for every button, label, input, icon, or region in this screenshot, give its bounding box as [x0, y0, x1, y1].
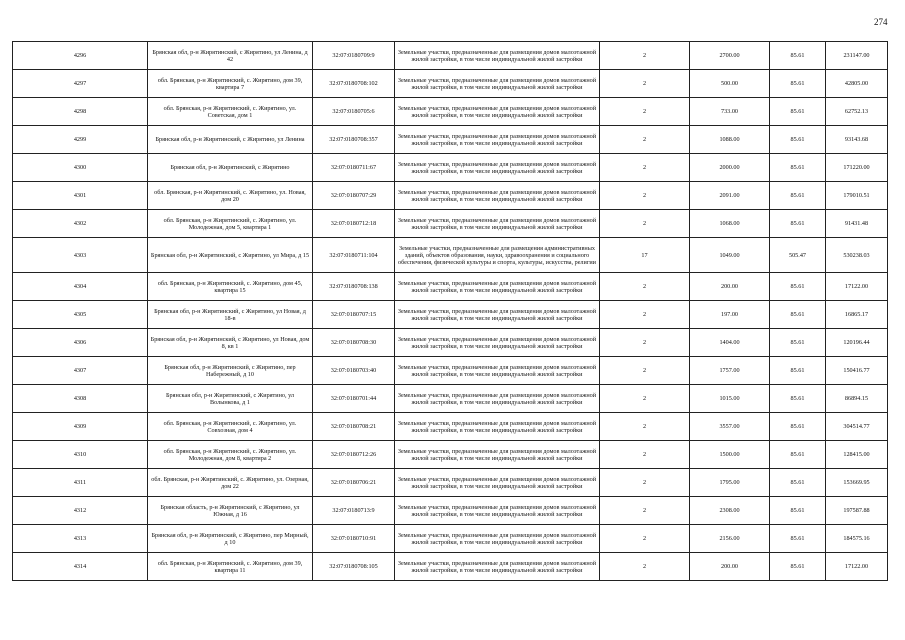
- land-use-description: Земельные участки, предназначенные для размещения домов малоэтажной жилой застройки, в том числе индивидуальной жилой застройки: [395, 357, 600, 385]
- table-row: [13, 42, 888, 70]
- specific-value-cell: 85.61: [770, 273, 826, 301]
- table-row: [13, 210, 888, 238]
- address-cell: обл. Брянская, р-н Жирятинский, с. Жирятино, дом 45, квартира 15: [148, 273, 313, 301]
- land-use-description: Земельные участки, предназначенные для размещения домов малоэтажной жилой застройки, в том числе индивидуальной жилой застройки: [395, 210, 600, 238]
- specific-value-cell: 85.61: [770, 301, 826, 329]
- address-cell: обл. Брянская, р-н Жирятинский, с. Жирятино, ул. Советская, дом 1: [148, 98, 313, 126]
- cadastral-number: 32:07:0180711:67: [313, 154, 395, 182]
- record-number: 4312: [13, 497, 148, 525]
- cadastral-value-table: [12, 41, 888, 581]
- cadastral-number: 32:07:0180705:6: [313, 98, 395, 126]
- cadastral-value-cell: 17122.00: [826, 553, 888, 581]
- land-use-description: Земельные участки, предназначенные для размещения домов малоэтажной жилой застройки, в том числе индивидуальной жилой застройки: [395, 441, 600, 469]
- use-group: 2: [600, 126, 690, 154]
- cadastral-number: 32:07:0180708:357: [313, 126, 395, 154]
- area-cell: 1404.00: [690, 329, 770, 357]
- cadastral-number: 32:07:0180701:44: [313, 385, 395, 413]
- cadastral-value-cell: 17122.00: [826, 273, 888, 301]
- record-number: 4303: [13, 238, 148, 273]
- use-group: 2: [600, 497, 690, 525]
- cadastral-number: 32:07:0180709:9: [313, 42, 395, 70]
- address-cell: обл. Брянская, р-н Жирятинский, с. Жирятино, дом 39, квартира 7: [148, 70, 313, 98]
- record-number: 4307: [13, 357, 148, 385]
- use-group: 2: [600, 413, 690, 441]
- address-cell: обл. Брянская, р-н Жирятинский, с. Жирятино, ул. Молодежная, дом 8, квартира 2: [148, 441, 313, 469]
- table-row: [13, 553, 888, 581]
- specific-value-cell: 85.61: [770, 497, 826, 525]
- land-use-description: Земельные участки, предназначенные для размещения домов малоэтажной жилой застройки, в том числе индивидуальной жилой застройки: [395, 553, 600, 581]
- area-cell: 1049.00: [690, 238, 770, 273]
- specific-value-cell: 505.47: [770, 238, 826, 273]
- cadastral-value-cell: 128415.00: [826, 441, 888, 469]
- land-use-description: Земельные участки, предназначенные для размещения домов малоэтажной жилой застройки, в том числе индивидуальной жилой застройки: [395, 154, 600, 182]
- area-cell: 1068.00: [690, 210, 770, 238]
- area-cell: 1500.00: [690, 441, 770, 469]
- specific-value-cell: 85.61: [770, 154, 826, 182]
- table-row: [13, 98, 888, 126]
- area-cell: 500.00: [690, 70, 770, 98]
- address-cell: Брянская обл, р-н Жирятинский, с Жирятино, ул Волынкова, д 1: [148, 385, 313, 413]
- specific-value-cell: 85.61: [770, 98, 826, 126]
- cadastral-value-cell: 42805.00: [826, 70, 888, 98]
- record-number: 4308: [13, 385, 148, 413]
- use-group: 2: [600, 154, 690, 182]
- land-use-description: Земельные участки, предназначенные для размещения домов малоэтажной жилой застройки, в том числе индивидуальной жилой застройки: [395, 273, 600, 301]
- land-use-description: Земельные участки, предназначенные для размещения домов малоэтажной жилой застройки, в том числе индивидуальной жилой застройки: [395, 525, 600, 553]
- specific-value-cell: 85.61: [770, 469, 826, 497]
- cadastral-value-cell: 171220.00: [826, 154, 888, 182]
- use-group: 2: [600, 301, 690, 329]
- cadastral-number: 32:07:0180708:138: [313, 273, 395, 301]
- table-row: [13, 413, 888, 441]
- record-number: 4298: [13, 98, 148, 126]
- area-cell: 2000.00: [690, 154, 770, 182]
- table-row: [13, 301, 888, 329]
- address-cell: обл. Брянская, р-н Жирятинский, с. Жирятино, дом 39, квартира 11: [148, 553, 313, 581]
- area-cell: 733.00: [690, 98, 770, 126]
- cadastral-value-cell: 179010.51: [826, 182, 888, 210]
- record-number: 4297: [13, 70, 148, 98]
- area-cell: 2091.00: [690, 182, 770, 210]
- specific-value-cell: 85.61: [770, 413, 826, 441]
- cadastral-number: 32:07:0180703:40: [313, 357, 395, 385]
- cadastral-number: 32:07:0180708:102: [313, 70, 395, 98]
- specific-value-cell: 85.61: [770, 182, 826, 210]
- use-group: 2: [600, 357, 690, 385]
- address-cell: Брянская обл, р-н Жирятинский, с Жирятино, ул Ленина: [148, 126, 313, 154]
- use-group: 2: [600, 553, 690, 581]
- table-body: [13, 42, 888, 581]
- area-cell: 1015.00: [690, 385, 770, 413]
- table-row: [13, 525, 888, 553]
- address-cell: обл. Брянская, р-н Жирятинский, с. Жирятино, ул. Новая, дом 20: [148, 182, 313, 210]
- cadastral-number: 32:07:0180711:104: [313, 238, 395, 273]
- record-number: 4311: [13, 469, 148, 497]
- address-cell: Брянская обл, р-н Жирятинский, с Жирятино, ул Ленина, д 42: [148, 42, 313, 70]
- specific-value-cell: 85.61: [770, 329, 826, 357]
- land-use-description: Земельные участки, предназначенные для размещения домов малоэтажной жилой застройки, в том числе индивидуальной жилой застройки: [395, 497, 600, 525]
- land-use-description: Земельные участки, предназначенные для размещения домов малоэтажной жилой застройки, в том числе индивидуальной жилой застройки: [395, 301, 600, 329]
- land-use-description: Земельные участки, предназначенные для размещения домов малоэтажной жилой застройки, в том числе индивидуальной жилой застройки: [395, 385, 600, 413]
- table-row: [13, 70, 888, 98]
- use-group: 17: [600, 238, 690, 273]
- cadastral-number: 32:07:0180713:9: [313, 497, 395, 525]
- specific-value-cell: 85.61: [770, 553, 826, 581]
- cadastral-value-cell: 530238.03: [826, 238, 888, 273]
- cadastral-value-cell: 153669.95: [826, 469, 888, 497]
- land-use-description: Земельные участки, предназначенные для размещения домов малоэтажной жилой застройки, в том числе индивидуальной жилой застройки: [395, 98, 600, 126]
- area-cell: 2700.00: [690, 42, 770, 70]
- table-row: [13, 385, 888, 413]
- cadastral-value-cell: 120196.44: [826, 329, 888, 357]
- record-number: 4305: [13, 301, 148, 329]
- record-number: 4299: [13, 126, 148, 154]
- cadastral-number: 32:07:0180708:105: [313, 553, 395, 581]
- land-use-description: Земельные участки, предназначенные для размещения домов малоэтажной жилой застройки, в том числе индивидуальной жилой застройки: [395, 413, 600, 441]
- cadastral-value-cell: 93143.68: [826, 126, 888, 154]
- cadastral-value-cell: 86894.15: [826, 385, 888, 413]
- area-cell: 197.00: [690, 301, 770, 329]
- address-cell: обл. Брянская, р-н Жирятинский, с. Жирятино, ул. Совхозная, дом 4: [148, 413, 313, 441]
- land-use-description: Земельные участки, предназначенные для размещения домов малоэтажной жилой застройки, в том числе индивидуальной жилой застройки: [395, 182, 600, 210]
- use-group: 2: [600, 329, 690, 357]
- use-group: 2: [600, 42, 690, 70]
- table-row: [13, 357, 888, 385]
- cadastral-value-cell: 197587.88: [826, 497, 888, 525]
- table-row: [13, 273, 888, 301]
- use-group: 2: [600, 210, 690, 238]
- record-number: 4309: [13, 413, 148, 441]
- specific-value-cell: 85.61: [770, 357, 826, 385]
- cadastral-number: 32:07:0180712:26: [313, 441, 395, 469]
- specific-value-cell: 85.61: [770, 441, 826, 469]
- address-cell: обл. Брянская, р-н Жирятинский, с. Жирятино, ул. Молодежная, дом 5, квартира 1: [148, 210, 313, 238]
- record-number: 4300: [13, 154, 148, 182]
- record-number: 4314: [13, 553, 148, 581]
- table-row: [13, 182, 888, 210]
- record-number: 4310: [13, 441, 148, 469]
- use-group: 2: [600, 182, 690, 210]
- record-number: 4306: [13, 329, 148, 357]
- table-row: [13, 154, 888, 182]
- land-use-description: Земельные участки, предназначенные для размещения домов малоэтажной жилой застройки, в том числе индивидуальной жилой застройки: [395, 126, 600, 154]
- table-row: [13, 238, 888, 273]
- record-number: 4302: [13, 210, 148, 238]
- specific-value-cell: 85.61: [770, 525, 826, 553]
- use-group: 2: [600, 98, 690, 126]
- cadastral-value-cell: 304514.77: [826, 413, 888, 441]
- address-cell: Брянская область, р-н Жирятинский, с Жирятино, ул Южная, д 16: [148, 497, 313, 525]
- area-cell: 1795.00: [690, 469, 770, 497]
- specific-value-cell: 85.61: [770, 385, 826, 413]
- area-cell: 2156.00: [690, 525, 770, 553]
- area-cell: 200.00: [690, 553, 770, 581]
- table-row: [13, 497, 888, 525]
- cadastral-value-cell: 62752.13: [826, 98, 888, 126]
- land-use-description: Земельные участки, предназначенные для размещения административных зданий, объектов образования, науки, здравоохранения и социального обеспечения, физической культуры и спорта, культуры, искусства, религии: [395, 238, 600, 273]
- page-number: 274: [874, 17, 888, 27]
- record-number: 4304: [13, 273, 148, 301]
- use-group: 2: [600, 469, 690, 497]
- cadastral-number: 32:07:0180708:30: [313, 329, 395, 357]
- area-cell: 1088.00: [690, 126, 770, 154]
- address-cell: Брянская обл, р-н Жирятинский, с Жирятино, ул Новая, дом 8, кв 1: [148, 329, 313, 357]
- address-cell: Брянская обл, р-н Жирятинский, с Жирятино, пер Набережный, д 10: [148, 357, 313, 385]
- use-group: 2: [600, 525, 690, 553]
- cadastral-number: 32:07:0180706:21: [313, 469, 395, 497]
- use-group: 2: [600, 273, 690, 301]
- record-number: 4313: [13, 525, 148, 553]
- address-cell: Брянская обл, р-н Жирятинский, с Жирятино, ул Мира, д 15: [148, 238, 313, 273]
- specific-value-cell: 85.61: [770, 42, 826, 70]
- specific-value-cell: 85.61: [770, 70, 826, 98]
- specific-value-cell: 85.61: [770, 126, 826, 154]
- table-row: [13, 469, 888, 497]
- cadastral-number: 32:07:0180708:21: [313, 413, 395, 441]
- use-group: 2: [600, 441, 690, 469]
- address-cell: Брянская обл, р-н Жирятинский, с Жирятино, пер Мирный, д 10: [148, 525, 313, 553]
- cadastral-number: 32:07:0180707:15: [313, 301, 395, 329]
- record-number: 4296: [13, 42, 148, 70]
- use-group: 2: [600, 385, 690, 413]
- cadastral-value-cell: 91431.48: [826, 210, 888, 238]
- cadastral-value-cell: 231147.00: [826, 42, 888, 70]
- record-number: 4301: [13, 182, 148, 210]
- table-row: [13, 441, 888, 469]
- cadastral-value-cell: 16865.17: [826, 301, 888, 329]
- area-cell: 3557.00: [690, 413, 770, 441]
- cadastral-number: 32:07:0180710:91: [313, 525, 395, 553]
- cadastral-number: 32:07:0180712:18: [313, 210, 395, 238]
- area-cell: 2308.00: [690, 497, 770, 525]
- area-cell: 200.00: [690, 273, 770, 301]
- table-row: [13, 329, 888, 357]
- area-cell: 1757.00: [690, 357, 770, 385]
- use-group: 2: [600, 70, 690, 98]
- table-row: [13, 126, 888, 154]
- cadastral-value-cell: 150416.77: [826, 357, 888, 385]
- land-use-description: Земельные участки, предназначенные для размещения домов малоэтажной жилой застройки, в том числе индивидуальной жилой застройки: [395, 42, 600, 70]
- address-cell: Брянская обл, р-н Жирятинский, с Жирятино: [148, 154, 313, 182]
- address-cell: обл. Брянская, р-н Жирятинский, с. Жирятино, ул. Озерная, дом 22: [148, 469, 313, 497]
- cadastral-number: 32:07:0180707:29: [313, 182, 395, 210]
- land-use-description: Земельные участки, предназначенные для размещения домов малоэтажной жилой застройки, в том числе индивидуальной жилой застройки: [395, 329, 600, 357]
- land-use-description: Земельные участки, предназначенные для размещения домов малоэтажной жилой застройки, в том числе индивидуальной жилой застройки: [395, 70, 600, 98]
- address-cell: Брянская обл, р-н Жирятинский, с Жирятино, ул Новая, д 18-в: [148, 301, 313, 329]
- cadastral-value-cell: 184575.16: [826, 525, 888, 553]
- specific-value-cell: 85.61: [770, 210, 826, 238]
- land-use-description: Земельные участки, предназначенные для размещения домов малоэтажной жилой застройки, в том числе индивидуальной жилой застройки: [395, 469, 600, 497]
